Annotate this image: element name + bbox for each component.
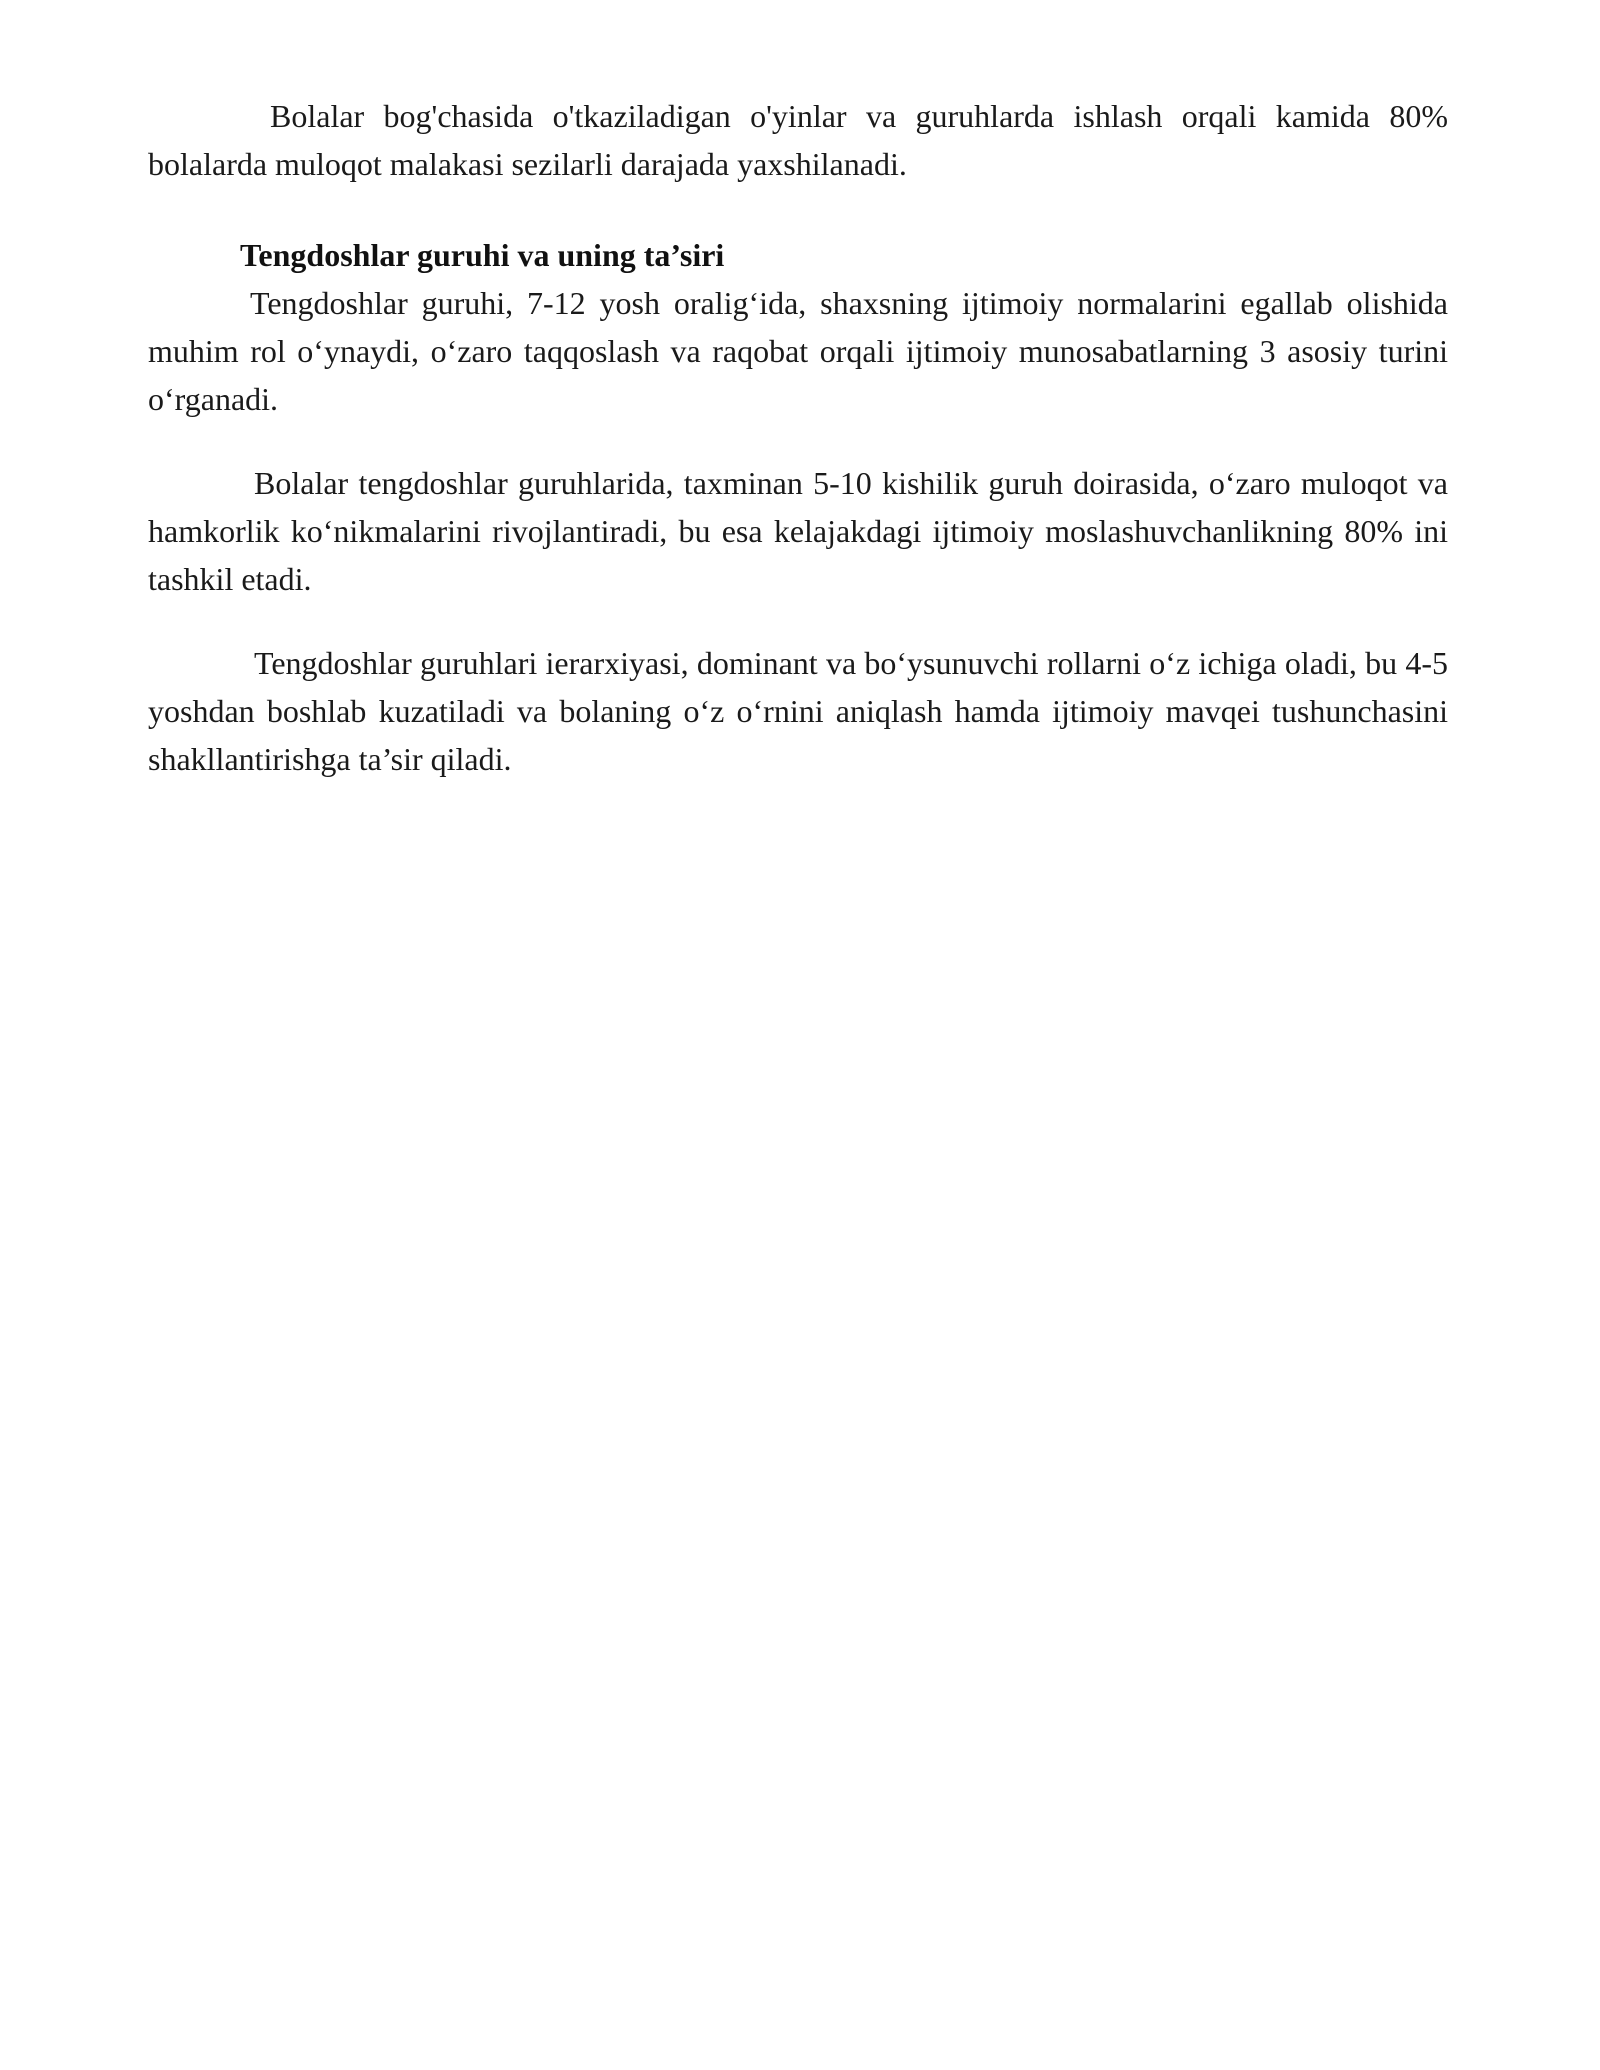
body-paragraph-1: Tengdoshlar guruhi, 7-12 yosh oralig‘ida, shaxsning ijtimoiy normalarini egallab olishida muhim rol o‘ynaydi, o‘zaro taqqoslash va raqobat orqali ijtimoiy munosabatlarning 3 asosiy turini o‘rganadi. bbox=[148, 285, 1448, 417]
body-paragraph-2: Bolalar tengdoshlar guruhlarida, taxminan 5-10 kishilik guruh doirasida, o‘zaro muloqot va hamkorlik ko‘nikmalarini rivojlantiradi, bu esa kelajakdagi ijtimoiy moslashuvchanlikning 80% ini tashkil etadi. bbox=[148, 465, 1448, 597]
document-page bbox=[148, 92, 1448, 783]
body-paragraph-3: Tengdoshlar guruhlari ierarxiyasi, dominant va bo‘ysunuvchi rollarni o‘z ichiga oladi, bu 4-5 yoshdan boshlab kuzatiladi va bolaning o‘z o‘rnini aniqlash hamda ijtimoiy mavqei tushunchasini shakllantirishga ta’sir qiladi. bbox=[148, 645, 1448, 777]
section-heading: Tengdoshlar guruhi va uning ta’siri bbox=[240, 237, 725, 273]
intro-paragraph: Bolalar bog'chasida o'tkaziladigan o'yinlar va guruhlarda ishlash orqali kamida 80% bolalarda muloqot malakasi sezilarli darajada yaxshilanadi. bbox=[148, 98, 1448, 182]
